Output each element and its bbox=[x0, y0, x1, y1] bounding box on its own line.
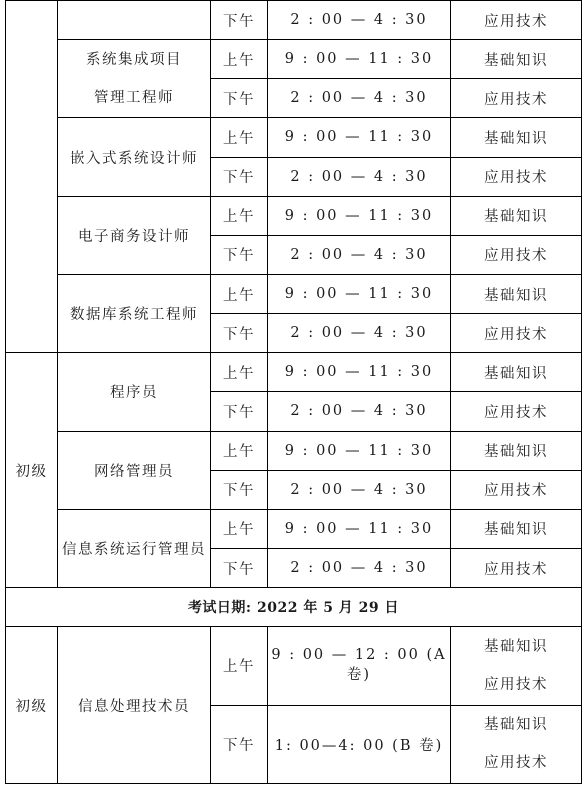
subject-cell: 应用技术 bbox=[451, 235, 582, 274]
exam-name-cell: 信息系统运行管理员 bbox=[58, 509, 211, 587]
session-cell: 下午 bbox=[211, 235, 268, 274]
time-cell: 9 : 00 — 11 : 30 bbox=[268, 118, 451, 157]
table-row bbox=[6, 1, 582, 40]
table-row bbox=[6, 588, 582, 627]
table-row bbox=[6, 274, 582, 313]
subject-cell bbox=[451, 705, 582, 783]
level-cell bbox=[6, 1, 58, 353]
time-cell: 9 : 00 — 11 : 30 bbox=[268, 40, 451, 79]
session-cell: 上午 bbox=[211, 40, 268, 79]
subject-cell: 应用技术 bbox=[451, 157, 582, 196]
exam-schedule-table bbox=[5, 0, 582, 784]
subject-cell: 基础知识 bbox=[451, 431, 582, 470]
session-cell: 上午 bbox=[211, 627, 268, 705]
time-cell: 2 : 00 — 4 : 30 bbox=[268, 1, 451, 40]
time-cell: 9 : 00 — 11 : 30 bbox=[268, 274, 451, 313]
exam-name-cell: 电子商务设计师 bbox=[58, 196, 211, 274]
subject-line: 基础知识 bbox=[484, 717, 548, 734]
exam-date-heading: 考试日期: 2022 年 5 月 29 日 bbox=[6, 588, 582, 627]
subject-cell: 应用技术 bbox=[451, 1, 582, 40]
subject-cell: 基础知识 bbox=[451, 509, 582, 548]
time-cell: 9 : 00 — 11 : 30 bbox=[268, 431, 451, 470]
session-cell: 上午 bbox=[211, 196, 268, 235]
session-cell: 下午 bbox=[211, 314, 268, 353]
table-row bbox=[6, 40, 582, 79]
time-cell: 2 : 00 — 4 : 30 bbox=[268, 548, 451, 587]
table-row bbox=[6, 627, 582, 705]
subject-cell: 基础知识 bbox=[451, 118, 582, 157]
subject-cell: 基础知识 bbox=[451, 353, 582, 392]
table-row bbox=[6, 118, 582, 157]
time-cell: 2 : 00 — 4 : 30 bbox=[268, 235, 451, 274]
exam-name-cell: 嵌入式系统设计师 bbox=[58, 118, 211, 196]
time-cell: 9 : 00 — 11 : 30 bbox=[268, 509, 451, 548]
subject-cell: 应用技术 bbox=[451, 314, 582, 353]
table-row bbox=[6, 353, 582, 392]
subject-line: 应用技术 bbox=[484, 676, 548, 693]
subject-cell: 应用技术 bbox=[451, 548, 582, 587]
time-cell: 2 : 00 — 4 : 30 bbox=[268, 392, 451, 431]
session-cell: 上午 bbox=[211, 274, 268, 313]
session-cell: 上午 bbox=[211, 431, 268, 470]
exam-name-cell: 信息处理技术员 bbox=[58, 627, 211, 784]
time-cell: 9 : 00 — 12 : 00 (A 卷) bbox=[268, 627, 451, 705]
exam-name-line: 管理工程师 bbox=[94, 89, 174, 106]
exam-name-cell: 程序员 bbox=[58, 353, 211, 431]
subject-cell: 应用技术 bbox=[451, 470, 582, 509]
subject-cell: 应用技术 bbox=[451, 392, 582, 431]
time-cell: 2 : 00 — 4 : 30 bbox=[268, 314, 451, 353]
exam-name-line: 系统集成项目 bbox=[86, 51, 182, 68]
session-cell: 上午 bbox=[211, 509, 268, 548]
exam-name-cell: 数据库系统工程师 bbox=[58, 274, 211, 352]
time-cell: 9 : 00 — 11 : 30 bbox=[268, 196, 451, 235]
session-cell: 上午 bbox=[211, 118, 268, 157]
session-cell: 下午 bbox=[211, 79, 268, 118]
subject-line: 应用技术 bbox=[484, 755, 548, 772]
session-cell: 下午 bbox=[211, 470, 268, 509]
table-row bbox=[6, 196, 582, 235]
session-cell: 下午 bbox=[211, 548, 268, 587]
subject-cell: 应用技术 bbox=[451, 79, 582, 118]
time-cell: 9 : 00 — 11 : 30 bbox=[268, 353, 451, 392]
time-cell: 2 : 00 — 4 : 30 bbox=[268, 79, 451, 118]
table-row bbox=[6, 431, 582, 470]
subject-cell: 基础知识 bbox=[451, 274, 582, 313]
exam-name-cell: 网络管理员 bbox=[58, 431, 211, 509]
subject-line: 基础知识 bbox=[484, 638, 548, 655]
session-cell: 下午 bbox=[211, 705, 268, 783]
time-cell: 2 : 00 — 4 : 30 bbox=[268, 157, 451, 196]
table-row bbox=[6, 509, 582, 548]
exam-name-cell bbox=[58, 40, 211, 118]
time-cell: 1: 00—4: 00 (B 卷) bbox=[268, 705, 451, 783]
session-cell: 下午 bbox=[211, 392, 268, 431]
session-cell: 上午 bbox=[211, 353, 268, 392]
level-cell: 初级 bbox=[6, 627, 58, 784]
subject-cell: 基础知识 bbox=[451, 40, 582, 79]
time-cell: 2 : 00 — 4 : 30 bbox=[268, 470, 451, 509]
exam-name-cell bbox=[58, 1, 211, 40]
subject-cell: 基础知识 bbox=[451, 196, 582, 235]
session-cell: 下午 bbox=[211, 157, 268, 196]
level-cell: 初级 bbox=[6, 353, 58, 588]
subject-cell bbox=[451, 627, 582, 705]
session-cell: 下午 bbox=[211, 1, 268, 40]
